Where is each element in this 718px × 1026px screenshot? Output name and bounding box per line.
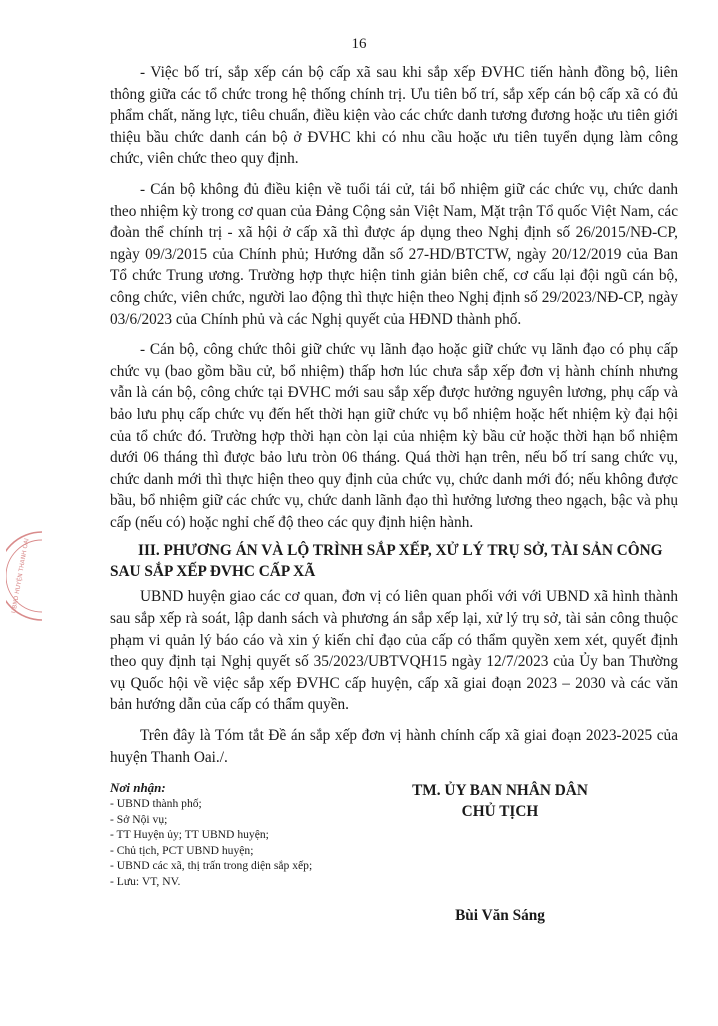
- paragraph-allowance: - Cán bộ, công chức thôi giữ chức vụ lãnh đạo hoặc giữ chức vụ lãnh đạo có phụ cấp chức vụ (bao gồm bầu cử, bổ nhiệm) thấp hơn lúc chưa sắp xếp đơn vị hành chính nhưng vẫn là cán bộ, công chức tại ĐVHC mới sau sắp xếp được hưởng nguyên lương, phụ cấp và bảo lưu phụ cấp chức vụ đến hết thời hạn giữ chức vụ bổ nhiệm hoặc hết nhiệm kỳ đại hội của tổ chức đó. Trường hợp thời hạn còn lại của nhiệm kỳ bầu cử hoặc thời hạn bổ nhiệm dưới 06 tháng thì được bảo lưu tròn 06 tháng. Quá thời hạn trên, nếu bố trí sang chức vụ, chức danh mới thì thực hiện theo quy định của chức vụ, chức danh mới đó; nếu không được bầu, bổ nhiệm giữ các chức vụ, chức danh lãnh đạo thì hưởng lương theo ngạch, bậc và phụ cấp (nếu có) hoặc nghỉ chế độ theo các quy định hiện hành.: [110, 341, 678, 531]
- recipient-item: - TT Huyện ủy; TT UBND huyện;: [110, 828, 269, 841]
- recipients-list: [110, 780, 390, 889]
- recipient-item: - Lưu: VT, NV.: [110, 874, 181, 888]
- document-body: [110, 62, 678, 770]
- recipient-item: - Chủ tịch, PCT UBND huyện;: [110, 843, 254, 857]
- page-number: 16: [351, 36, 367, 52]
- section-heading: III. PHƯƠNG ÁN VÀ LỘ TRÌNH SẮP XẾP, XỬ LÝ TRỤ SỞ, TÀI SẢN CÔNG SAU SẮP XẾP ĐVHC CẤP XÃ: [110, 542, 663, 581]
- paragraph-summary: Trên đây là Tóm tắt Đề án sắp xếp đơn vị hành chính cấp xã giai đoạn 2023-2025 của huyện Thanh Oai./.: [110, 727, 678, 766]
- paragraph-arrangement: - Việc bố trí, sắp xếp cán bộ cấp xã sau khi sắp xếp ĐVHC tiến hành đồng bộ, liên thông giữa các tổ chức trong hệ thống chính trị. Ưu tiên bố trí, sắp xếp cán bộ cấp xã có đủ phẩm chất, năng lực, tiêu chuẩn, điều kiện vào các chức danh tương đương hoặc ưu tiên giới thiệu bầu chức danh cán bộ ở ĐVHC khi có nhu cầu hoặc ưu tiên tuyển dụng làm công chức, viên chức theo quy định.: [110, 64, 678, 168]
- recipients-title: Nơi nhận:: [110, 780, 166, 795]
- signature-title: TM. ỦY BAN NHÂN DÂN: [412, 782, 588, 799]
- paragraph-assets: UBND huyện giao các cơ quan, đơn vị có liên quan phối với với UBND xã hình thành sau sắp xếp rà soát, lập danh sách và phương án sắp xếp lại, xử lý trụ sở, tài sản công thuộc phạm vi quản lý báo cáo và xin ý kiến chỉ đạo của cấp có thẩm quyền xem xét, quyết định theo quy định tại Nghị quyết số 35/2023/UBTVQH15 ngày 12/7/2023 của Ủy ban Thường vụ Quốc hội về việc sắp xếp ĐVHC cấp huyện, cấp xã giai đoạn 2023 – 2030 và các văn bản hướng dẫn của cấp có thẩm quyền.: [110, 588, 678, 714]
- seal-stamp-partial: [6, 528, 44, 624]
- recipient-item: - UBND các xã, thị trấn trong diện sắp xếp;: [110, 859, 313, 872]
- closing-block: [110, 780, 700, 980]
- recipient-item: - UBND thành phố;: [110, 797, 202, 810]
- svg-text:UBND HUYỆN THANH OAI: UBND HUYỆN THANH OAI: [10, 537, 31, 614]
- signature-block: [400, 780, 600, 822]
- signature-position: CHỦ TỊCH: [461, 803, 539, 820]
- recipient-item: - Sở Nội vụ;: [110, 812, 168, 826]
- signer-name: Bùi Văn Sáng: [455, 907, 545, 924]
- paragraph-retirement: - Cán bộ không đủ điều kiện về tuổi tái cử, tái bổ nhiệm giữ các chức vụ, chức danh theo nhiệm kỳ trong cơ quan của Đảng Cộng sản Việt Nam, Mặt trận Tổ quốc Việt Nam, các đoàn thể chính trị - xã hội ở cấp xã thì được áp dụng theo Nghị định số 26/2015/NĐ-CP, ngày 09/3/2015 của Chính phủ; Hướng dẫn số 27-HD/BTCTW, ngày 20/12/2019 của Ban Tổ chức Trung ương. Trường hợp thực hiện tinh giản biên chế, cơ cấu lại đội ngũ cán bộ, công chức, viên chức, người lao động thì thực hiện theo Nghị định số 29/2023/NĐ-CP, ngày 03/6/2023 của Chính phủ và các Nghị quyết của HĐND thành phố.: [110, 180, 678, 328]
